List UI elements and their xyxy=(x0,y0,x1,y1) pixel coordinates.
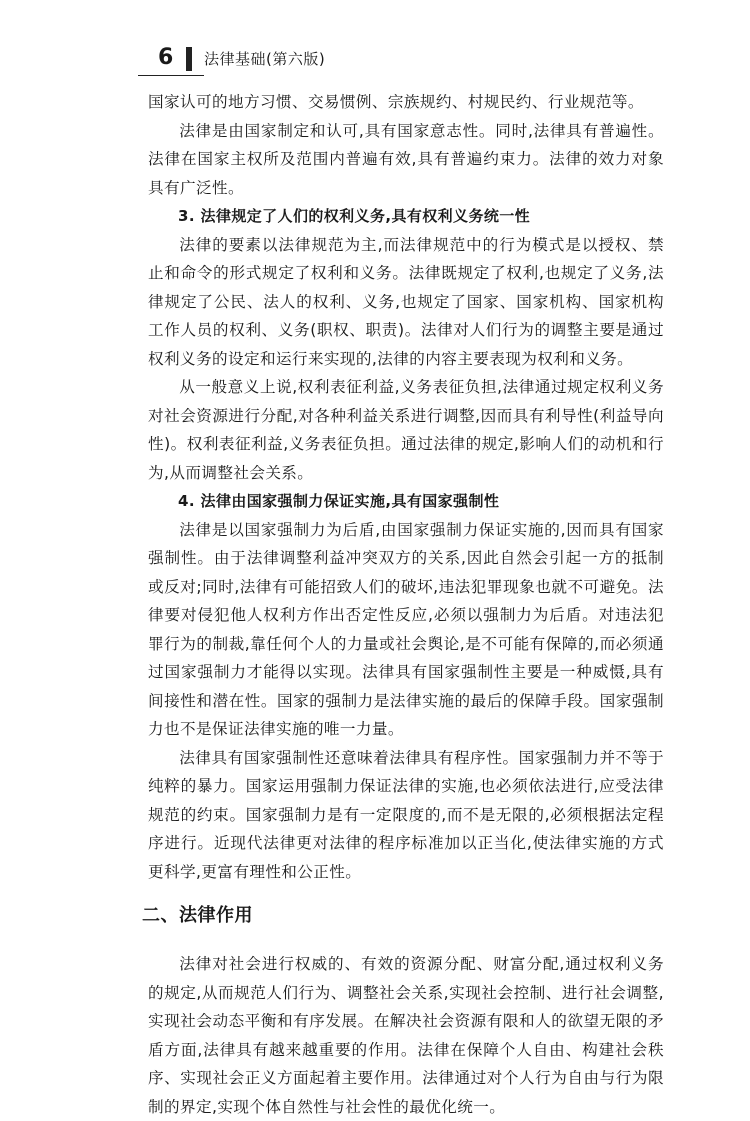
header-rule xyxy=(138,75,204,76)
paragraph: 法律对社会进行权威的、有效的资源分配、财富分配,通过权利义务的规定,从而规范人们行为、调整社会关系,实现社会控制、进行社会调整,实现社会动态平衡和有序发展。在解决社会资源有限和人的欲望无限的矛盾方面,法律具有越来越重要的作用。法律在保障个人自由、构建社会秩序、实现社会正义方面起着主要作用。法律通过对个人行为自由与行为限制的界定,实现个体自然性与社会性的最优化统一。 xyxy=(148,955,664,1116)
page-body xyxy=(142,88,664,1121)
section-heading: 二、法律作用 xyxy=(142,905,253,926)
running-header xyxy=(138,44,618,80)
subheading-3: 3. 法律规定了人们的权利义务,具有权利义务统一性 xyxy=(178,207,531,225)
book-title: 法律基础(第六版) xyxy=(204,50,326,68)
paragraph: 法律具有国家强制性还意味着法律具有程序性。国家强制力并不等于纯粹的暴力。国家运用强制力保证法律的实施,也必须依法进行,应受法律规范的约束。国家强制力是有一定限度的,而不是无限的,必须根据法定程序进行。近现代法律更对法律的程序标准加以正当化,使法律实施的方式更科学,更富有理性和公正性。 xyxy=(148,748,664,881)
paragraph: 法律是由国家制定和认可,具有国家意志性。同时,法律具有普遍性。法律在国家主权所及范围内普遍有效,具有普遍约束力。法律的效力对象具有广泛性。 xyxy=(148,121,664,197)
page-number: 6 xyxy=(158,45,174,70)
paragraph: 法律是以国家强制力为后盾,由国家强制力保证实施的,因而具有国家强制性。由于法律调整利益冲突双方的关系,因此自然会引起一方的抵制或反对;同时,法律有可能招致人们的破坏,违法犯罪现象也就不可避免。法律要对侵犯他人权利方作出否定性反应,必须以强制力为后盾。对违法犯罪行为的制裁,靠任何个人的力量或社会舆论,是不可能有保障的,而必须通过国家强制力才能得以实现。法律具有国家强制性主要是一种威慑,具有间接性和潜在性。国家的强制力是法律实施的最后的保障手段。国家强制力也不是保证法律实施的唯一力量。 xyxy=(148,520,664,738)
paragraph-continuation: 国家认可的地方习惯、交易惯例、宗族规约、村规民约、行业规范等。 xyxy=(148,93,644,111)
paragraph: 从一般意义上说,权利表征利益,义务表征负担,法律通过规定权利义务对社会资源进行分配,对各种利益关系进行调整,因而具有利导性(利益导向性)。权利表征利益,义务表征负担。通过法律的规定,影响人们的动机和行为,从而调整社会关系。 xyxy=(148,378,664,482)
header-bar xyxy=(186,47,192,71)
subheading-4: 4. 法律由国家强制力保证实施,具有国家强制性 xyxy=(178,492,500,510)
paragraph: 法律的要素以法律规范为主,而法律规范中的行为模式是以授权、禁止和命令的形式规定了权利和义务。法律既规定了权利,也规定了义务,法律规定了公民、法人的权利、义务,也规定了国家、国家机构、国家机构工作人员的权利、义务(职权、职责)。法律对人们行为的调整主要是通过权利义务的设定和运行来实现的,法律的内容主要表现为权利和义务。 xyxy=(148,235,664,368)
